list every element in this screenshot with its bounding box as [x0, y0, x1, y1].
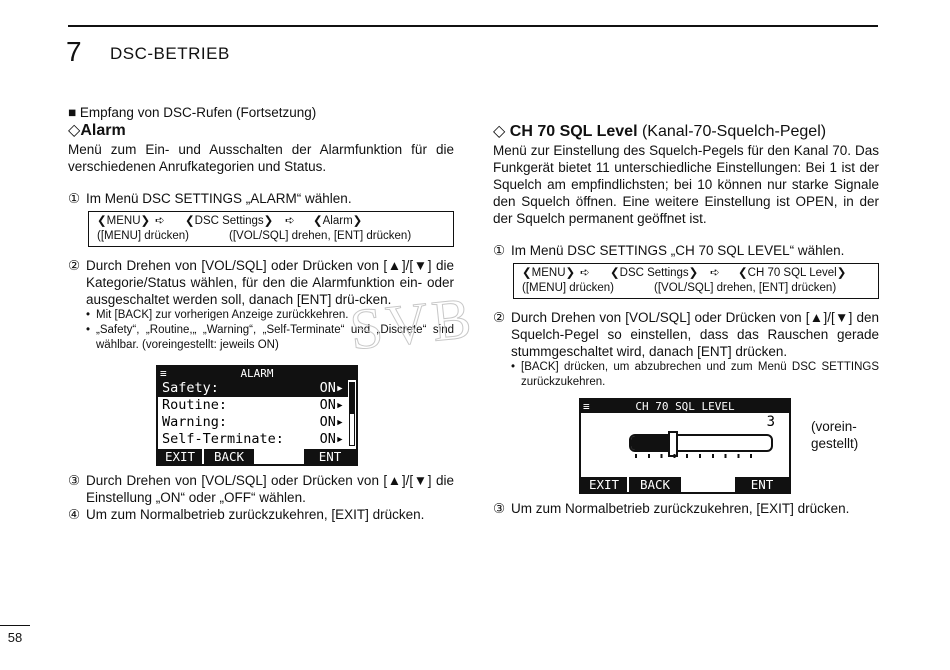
lcd-row-routine [158, 397, 348, 414]
sql-step-2 [493, 309, 879, 360]
lcd-row-label: Warning: [162, 414, 228, 430]
squelch-level-bar [629, 434, 773, 452]
arrow-icon: ➪ [285, 215, 295, 227]
alarm-step-4 [68, 506, 454, 523]
back-softkey: BACK [629, 477, 681, 492]
alarm-step-3 [68, 472, 454, 506]
exit-softkey: EXIT [581, 477, 627, 492]
sql-target-label: ❮CH 70 SQL Level❯ [738, 267, 847, 279]
default-note: (vorein-gestellt) [811, 419, 859, 451]
sql-bullet-1: • [BACK] drücken, um abzubrechen und zum Menü DSC SETTINGS zurückzukehren. [511, 361, 879, 388]
sql-heading-rest: (Kanal-70-Squelch-Pegel) [637, 123, 827, 140]
lcd-scrollbar [349, 382, 355, 446]
sql-lcd-screen [579, 398, 791, 494]
arrow-icon: ➪ [710, 267, 720, 279]
lcd-title-bar [158, 367, 356, 380]
lcd-softkeys [158, 448, 356, 464]
ent-softkey: ENT [735, 477, 789, 492]
arrow-icon: ➪ [155, 215, 165, 227]
press-vol-hint: ([VOL/SQL] drehen, [ENT] drücken) [229, 230, 412, 242]
lcd-level-value: 3 [766, 414, 775, 430]
alarm-lcd-screen [156, 365, 358, 466]
page-number-rule [0, 625, 30, 626]
bullet-text: „Safety“, „Routine,„ „Warning“, „Self-Terminate“ und „Discrete“ sind wählbar. (voreingestellt: jeweils ON) [96, 324, 454, 351]
sql-step-3 [493, 500, 879, 517]
sql-heading-bold: CH 70 SQL Level [509, 123, 638, 140]
lcd-row-label: Self-Terminate: [162, 431, 284, 447]
lcd-row-value: ON▸ [319, 414, 344, 430]
lcd-row-label: Routine: [162, 397, 228, 413]
exit-softkey: EXIT [158, 449, 202, 464]
lcd-row-warning [158, 414, 348, 431]
step-text: Durch Drehen von [VOL/SQL] oder Drücken von [▲]/[▼] die Kategorie/Status wählen, für den die Alarmfunktion ein- oder ausgeschaltet werden soll, danach [ENT] drü-cken. [86, 258, 454, 307]
step-text: Durch Drehen von [VOL/SQL] oder Drücken von [▲]/[▼] den Squelch-Pegel so einstellen, dass das Rauschen gerade stummgeschaltet wird, danach [ENT] drücken. [511, 310, 879, 359]
lcd-row-value: ON▸ [319, 431, 344, 447]
right-column [493, 122, 879, 517]
lcd-row-label: Safety: [162, 380, 219, 396]
step-text: Um zum Normalbetrieb zurückzukehren, [EXIT] drücken. [86, 507, 425, 522]
step-text: Im Menü DSC SETTINGS „ALARM“ wählen. [86, 191, 352, 206]
alarm-bullet-1: • Mit [BACK] zur vorherigen Anzeige zurückkehren. [86, 309, 349, 321]
squelch-level-ticks [635, 454, 763, 458]
step-number: ③ [68, 473, 81, 488]
sql-heading [493, 122, 879, 142]
watermark: SVB [346, 284, 478, 363]
alarm-step-1 [68, 190, 454, 207]
alarm-intro: Menü zum Ein- und Ausschalten der Alarmfunktion für die verschiedenen Anrufkategorien und Status. [68, 142, 454, 174]
sql-step-1 [493, 242, 879, 259]
lcd-title: ALARM [240, 367, 274, 380]
lcd-title: CH 70 SQL LEVEL [635, 400, 735, 413]
lcd-softkeys [581, 476, 789, 492]
step-number: ① [493, 243, 506, 258]
dsc-settings-label: ❮DSC Settings❯ [610, 267, 699, 279]
press-menu-hint: ([MENU] drücken) [97, 230, 190, 242]
dsc-settings-label: ❮DSC Settings❯ [185, 215, 274, 227]
lcd-title-bar [581, 400, 789, 413]
alarm-target-label: ❮Alarm❯ [313, 215, 363, 227]
alarm-menu-path [88, 211, 454, 247]
top-rule [68, 25, 878, 27]
menu-key-label: ❮MENU❯ [522, 267, 576, 279]
step-number: ④ [68, 507, 81, 522]
step-text: Um zum Normalbetrieb zurückzukehren, [EXIT] drücken. [511, 501, 850, 516]
back-softkey: BACK [204, 449, 254, 464]
sql-intro: Menü zur Einstellung des Squelch-Pegels für den Kanal 70. Das Funkgerät bietet 11 unterschiedliche Einstellungen: Bei 1 ist der Squelch am empfindlichsten; bei 10 können nur starke Signale den Squelch öffnen. Eine weitere Einstellung ist OPEN, in der der Squelch permanent geöffnet ist. [493, 143, 879, 226]
alarm-bullet-2: • „Safety“, „Routine,„ „Warning“, „Self-Terminate“ und „Discrete“ sind wählbar. (voreingestellt: jeweils ON) [86, 324, 454, 351]
step-text: Durch Drehen von [VOL/SQL] oder Drücken von [▲]/[▼] die Einstellung „ON“ oder „OFF“ wählen. [86, 473, 454, 505]
step-number: ③ [493, 501, 506, 516]
diamond-icon: ◇ [68, 122, 81, 139]
lcd-row-self-terminate [158, 431, 348, 448]
alarm-heading [68, 121, 454, 141]
step-number: ① [68, 191, 81, 206]
lcd-row-value: ON▸ [319, 380, 344, 396]
chapter-number: 7 [66, 36, 82, 67]
menu-icon: ≡ [160, 367, 167, 380]
diamond-icon: ◇ [493, 123, 506, 140]
section-subtitle: ■ Empfang von DSC-Rufen (Fortsetzung) [68, 105, 317, 120]
menu-key-label: ❮MENU❯ [97, 215, 151, 227]
page-number: 58 [7, 630, 23, 645]
press-menu-hint: ([MENU] drücken) [522, 282, 615, 294]
step-number: ② [493, 310, 506, 325]
bullet-text: [BACK] drücken, um abzubrechen und zum Menü DSC SETTINGS zurückzukehren. [521, 361, 879, 388]
bullet-text: Mit [BACK] zur vorherigen Anzeige zurückkehren. [96, 309, 349, 321]
lcd-row-value: ON▸ [319, 397, 344, 413]
arrow-icon: ➪ [580, 267, 590, 279]
lcd-row-safety [158, 380, 348, 397]
press-vol-hint: ([VOL/SQL] drehen, [ENT] drücken) [654, 282, 837, 294]
ent-softkey: ENT [304, 449, 356, 464]
step-number: ② [68, 258, 81, 273]
sql-menu-path [513, 263, 879, 299]
alarm-heading-text: Alarm [80, 122, 126, 139]
chapter-title: DSC-BETRIEB [110, 44, 230, 63]
menu-icon: ≡ [583, 400, 590, 413]
step-text: Im Menü DSC SETTINGS „CH 70 SQL LEVEL“ wählen. [511, 243, 845, 258]
